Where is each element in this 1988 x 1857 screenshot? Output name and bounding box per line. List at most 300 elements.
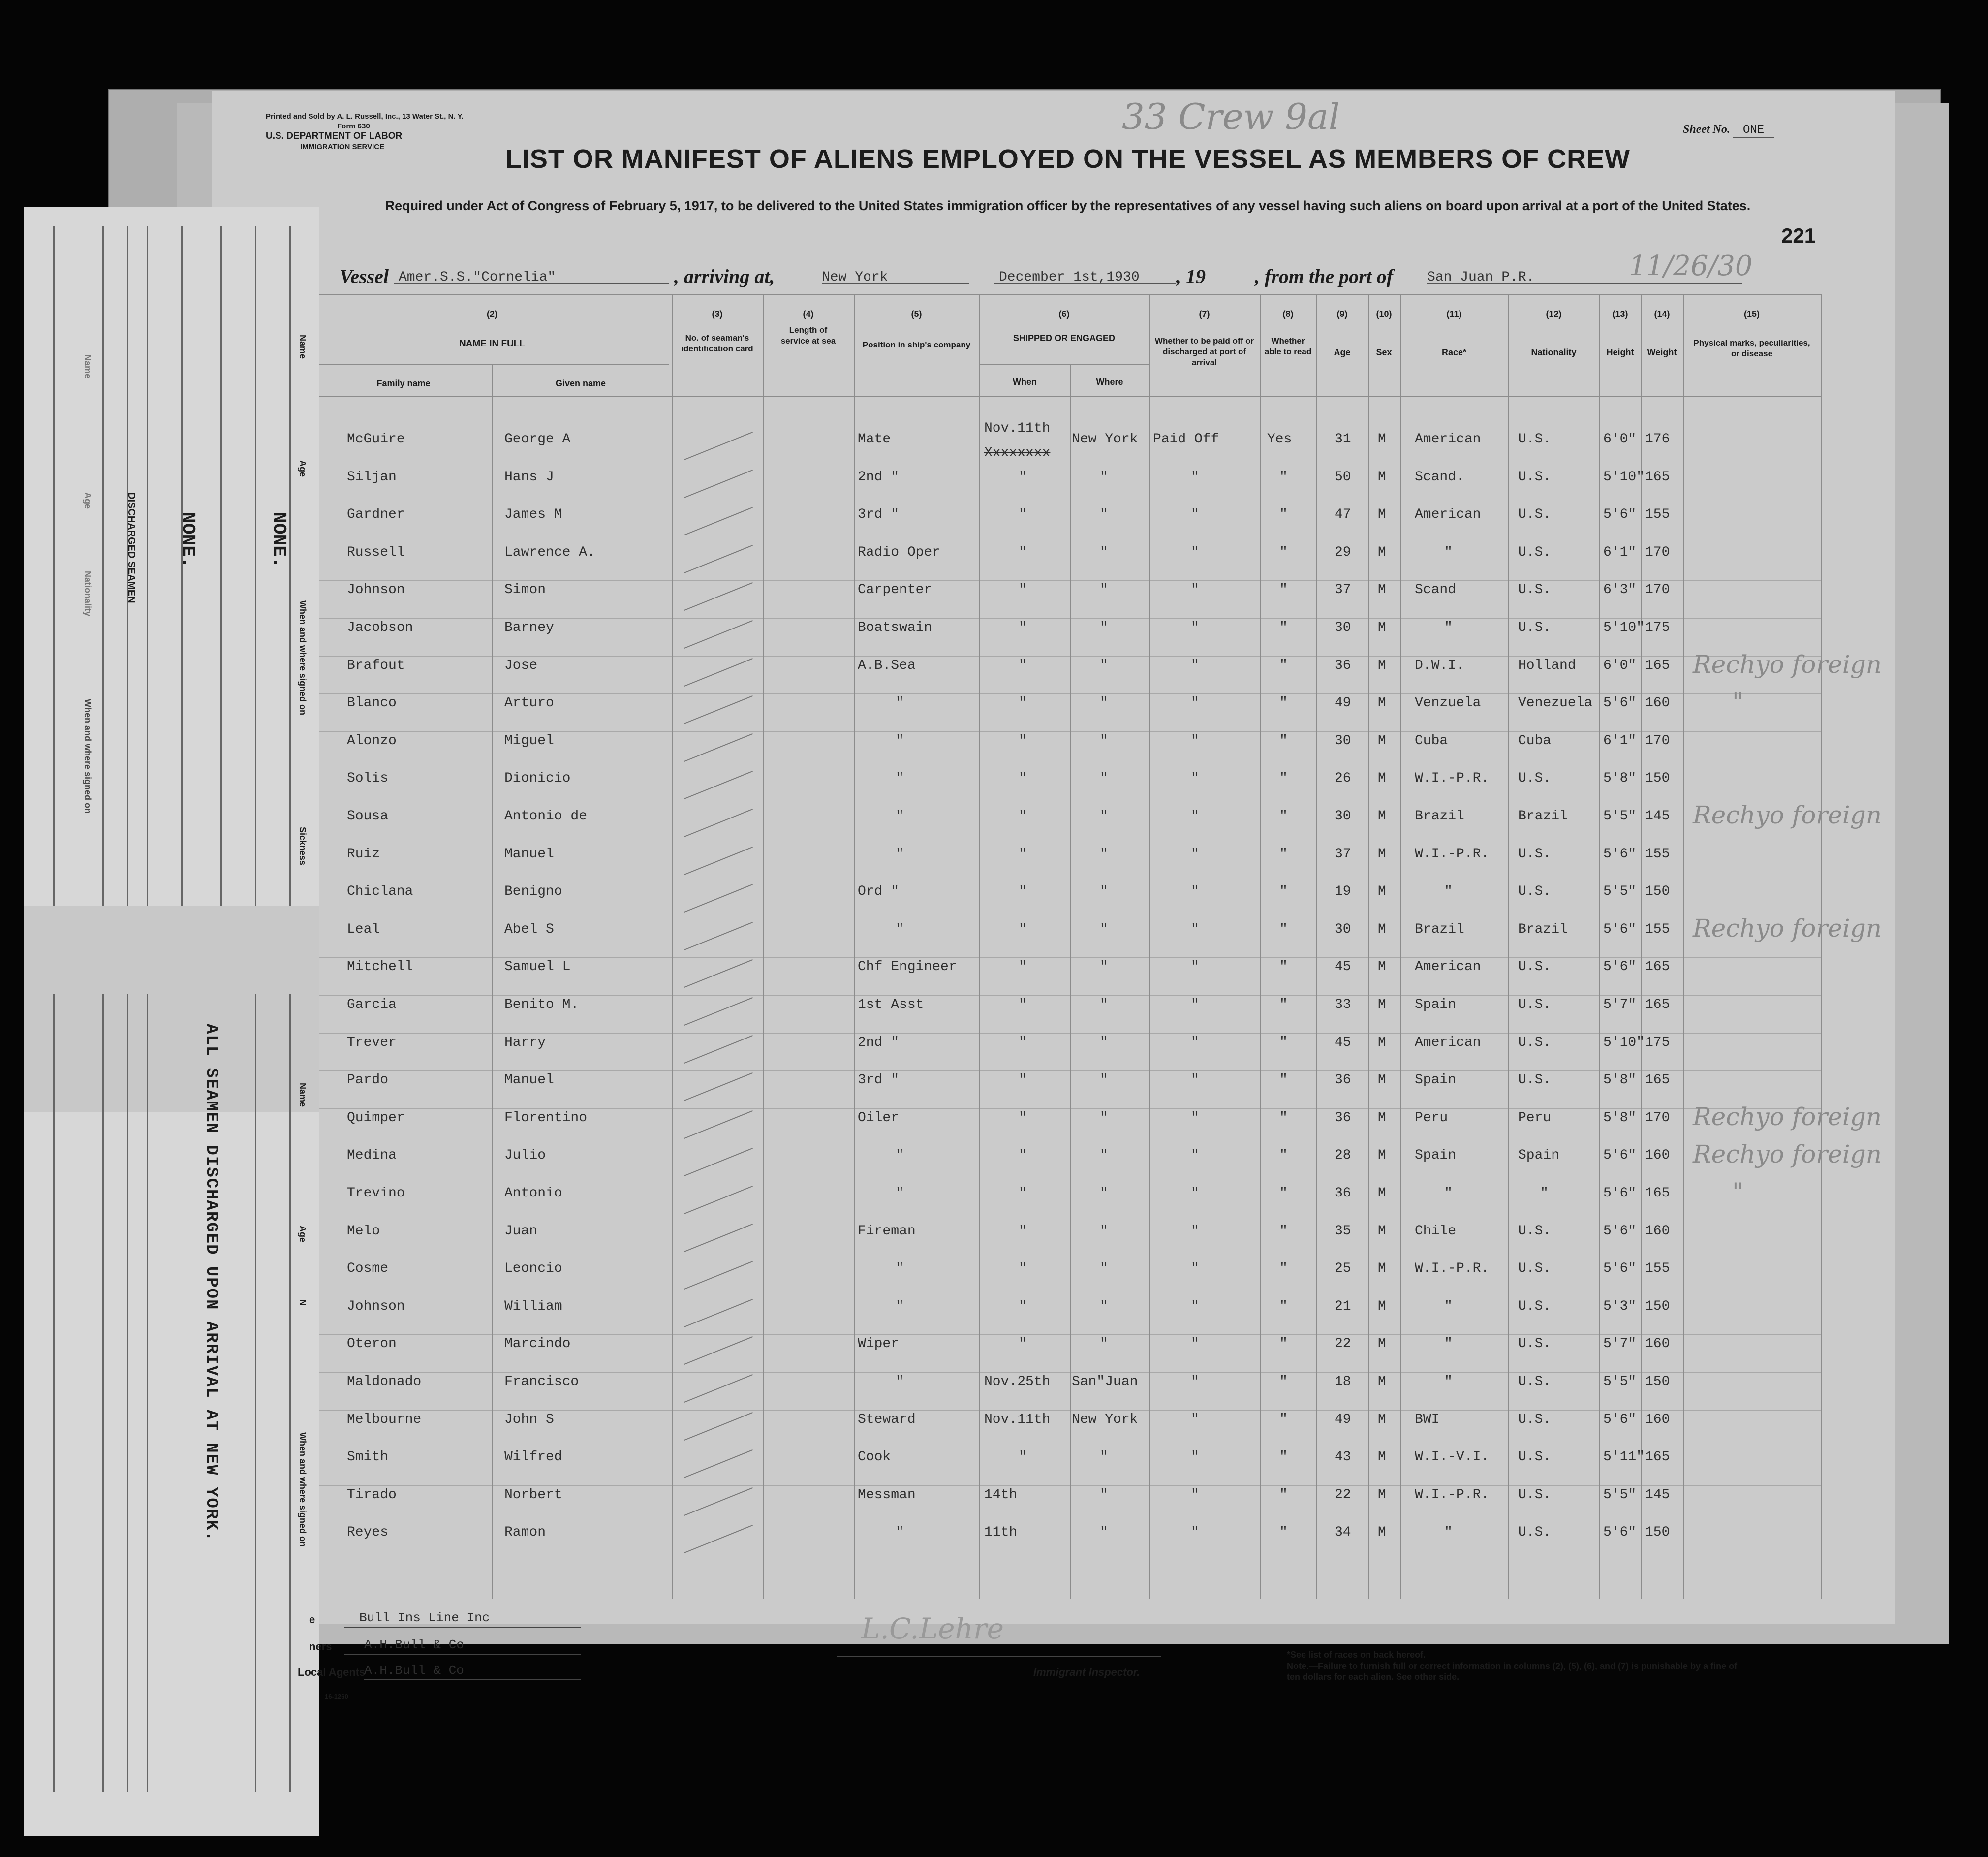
given-name: Hans J	[504, 469, 554, 485]
vessel-label: Vessel	[340, 265, 389, 287]
paid-off: "	[1191, 658, 1199, 673]
shipped-subheader-line	[979, 364, 1149, 365]
age: 26	[1335, 771, 1351, 787]
strip-right-label: When and where signed on	[298, 1432, 308, 1547]
name-subheader-line	[315, 364, 669, 365]
shipped-when: "	[1019, 959, 1027, 975]
footer-line1-rule	[344, 1627, 581, 1628]
col-border-end	[1821, 294, 1822, 1599]
strip-label-name: Name	[83, 354, 93, 379]
position: "	[896, 771, 904, 787]
strip-right-label: Age	[298, 460, 308, 477]
given-name: Ramon	[504, 1525, 546, 1541]
row-rule	[315, 1070, 1821, 1071]
inspector-label: Immigrant Inspector.	[1033, 1666, 1140, 1678]
weight: 150	[1645, 1525, 1670, 1541]
able-to-read: "	[1279, 771, 1288, 787]
height: 5'6"	[1603, 1148, 1637, 1164]
port-underline	[1427, 283, 1742, 284]
family-name: Johnson	[347, 1298, 405, 1314]
col-border-11	[1400, 294, 1401, 1599]
row-rule	[315, 580, 1821, 581]
family-name: Reyes	[347, 1525, 389, 1541]
given-name: Wilfred	[504, 1449, 562, 1465]
given-name: James M	[504, 507, 562, 523]
family-name: Quimper	[347, 1110, 405, 1126]
race: "	[1444, 1298, 1453, 1314]
paid-off: "	[1191, 1449, 1199, 1465]
paid-off: "	[1191, 771, 1199, 787]
height: 5'6"	[1603, 846, 1637, 862]
from-port: San Juan P.R.	[1427, 270, 1535, 285]
shipped-when: "	[1019, 1223, 1027, 1239]
position: Oiler	[858, 1110, 900, 1126]
able-to-read: "	[1279, 1336, 1288, 1352]
col-border-6	[979, 294, 980, 1599]
position: Boatswain	[858, 620, 932, 635]
nationality: U.S.	[1518, 1525, 1552, 1541]
race: Brazil	[1415, 921, 1464, 937]
weight: 170	[1645, 1110, 1670, 1126]
family-name: Ruiz	[347, 846, 380, 862]
age: 43	[1335, 1449, 1351, 1465]
race: American	[1415, 432, 1481, 447]
able-to-read: "	[1279, 997, 1288, 1012]
sex: M	[1378, 1449, 1386, 1465]
age: 35	[1335, 1223, 1351, 1239]
shipped-where: "	[1100, 620, 1108, 635]
position: Ord "	[858, 884, 900, 900]
sex: M	[1378, 695, 1386, 711]
physical-marks-remark: Rechyo foreign	[1693, 801, 1882, 829]
height: 6'3"	[1603, 582, 1637, 598]
position: "	[896, 695, 904, 711]
height: 5'3"	[1603, 1298, 1637, 1314]
nationality: Peru	[1518, 1110, 1552, 1126]
strip-right-label: Age	[298, 1226, 308, 1243]
col6-number: (6)	[1058, 309, 1070, 319]
shipped-where: "	[1100, 1035, 1108, 1050]
nationality: U.S.	[1518, 1298, 1552, 1314]
sex: M	[1378, 1487, 1386, 1503]
nationality: U.S.	[1518, 1072, 1552, 1088]
row-rule	[315, 1033, 1821, 1034]
height: 5'6"	[1603, 921, 1637, 937]
shipped-where: "	[1100, 921, 1108, 937]
sex: M	[1378, 544, 1386, 560]
age: 19	[1335, 884, 1351, 900]
strip-label-nationality: Nationality	[83, 571, 93, 617]
age: 22	[1335, 1487, 1351, 1503]
shipped-where: "	[1100, 733, 1108, 749]
family-name-header: Family name	[376, 378, 431, 388]
sex: M	[1378, 771, 1386, 787]
footer-form-code: 16-1260	[325, 1693, 348, 1700]
paid-off: Paid Off	[1153, 432, 1219, 447]
vessel-underline	[394, 283, 669, 284]
weight: 155	[1645, 507, 1670, 523]
nationality: U.S.	[1518, 846, 1552, 862]
height: 5'10"	[1603, 469, 1645, 485]
shipped-where: "	[1100, 1336, 1108, 1352]
col2-number: (2)	[487, 309, 497, 319]
height: 5'7"	[1603, 1336, 1637, 1352]
nationality: U.S.	[1518, 582, 1552, 598]
position: Fireman	[858, 1223, 916, 1239]
height: 5'10"	[1603, 620, 1645, 635]
family-name: Melbourne	[347, 1412, 422, 1427]
col-border-10	[1368, 294, 1369, 1599]
row-rule	[315, 957, 1821, 958]
weight: 175	[1645, 620, 1670, 635]
sex: M	[1378, 658, 1386, 673]
race: Scand.	[1415, 469, 1464, 485]
strip-rule	[147, 226, 148, 906]
height: 5'10"	[1603, 1035, 1645, 1050]
strip-rule	[102, 226, 104, 906]
inspector-signature: L.C.Lehre	[861, 1612, 1004, 1645]
given-name: Juan	[504, 1223, 538, 1239]
able-to-read: "	[1279, 1487, 1288, 1503]
age: 18	[1335, 1374, 1351, 1389]
physical-marks-remark: Rechyo foreign	[1693, 913, 1882, 943]
nationality: U.S.	[1518, 432, 1552, 447]
given-name: Norbert	[504, 1487, 562, 1503]
pencil-date: 11/26/30	[1629, 250, 1753, 282]
age: 36	[1335, 1110, 1351, 1126]
shipped-where: "	[1100, 1449, 1108, 1465]
able-to-read: "	[1279, 1449, 1288, 1465]
col5-number: (5)	[911, 309, 922, 319]
col3-header: No. of seaman's identification card	[681, 333, 753, 353]
row-rule	[315, 995, 1821, 996]
col-border-3	[672, 294, 673, 1599]
height: 5'8"	[1603, 1110, 1637, 1126]
weight: 165	[1645, 658, 1670, 673]
paid-off: "	[1191, 1110, 1199, 1126]
shipped-where: New York	[1072, 432, 1138, 447]
col2-header: NAME IN FULL	[459, 339, 526, 349]
strip-right-label: Name	[298, 1083, 308, 1107]
shipped-when: "	[1019, 1261, 1027, 1277]
height: 5'5"	[1603, 1487, 1637, 1503]
shipped-where: "	[1100, 1110, 1108, 1126]
vessel-name: Amer.S.S."Cornelia"	[399, 270, 556, 285]
age: 21	[1335, 1298, 1351, 1314]
nationality: U.S.	[1518, 1487, 1552, 1503]
shipped-when: "	[1019, 1035, 1027, 1050]
nationality: Venezuela	[1518, 695, 1593, 711]
paid-off: "	[1191, 1336, 1199, 1352]
footer-line2-label: ners	[309, 1640, 332, 1653]
given-name: Manuel	[504, 1072, 554, 1088]
position: Radio Oper	[858, 544, 941, 560]
department: U.S. DEPARTMENT OF LABOR	[266, 131, 403, 141]
col7-number: (7)	[1199, 309, 1210, 319]
col13-header: Height	[1606, 347, 1634, 357]
strip-rule	[102, 994, 104, 1792]
col14-header: Weight	[1647, 347, 1677, 357]
given-name: John S	[504, 1412, 554, 1427]
race: Spain	[1415, 1148, 1457, 1164]
race: W.I.-V.I.	[1415, 1449, 1490, 1465]
race: "	[1444, 1186, 1453, 1201]
sex: M	[1378, 1148, 1386, 1164]
manifest-sheet	[212, 91, 1895, 1624]
family-name: Mitchell	[347, 959, 413, 975]
age: 33	[1335, 997, 1351, 1012]
nationality: "	[1540, 1186, 1549, 1201]
physical-marks-remark: Rechyo foreign	[1693, 1140, 1882, 1169]
paid-off: "	[1191, 884, 1199, 900]
family-name: Melo	[347, 1223, 380, 1239]
weight: 165	[1645, 997, 1670, 1012]
position: Carpenter	[858, 582, 932, 598]
able-to-read: "	[1279, 1374, 1288, 1389]
nationality: Cuba	[1518, 733, 1552, 749]
family-name: Brafout	[347, 658, 405, 673]
age: 30	[1335, 733, 1351, 749]
weight: 145	[1645, 1487, 1670, 1503]
shipped-when: "	[1019, 771, 1027, 787]
shipped-when: "	[1019, 846, 1027, 862]
nationality: U.S.	[1518, 544, 1552, 560]
age: 30	[1335, 809, 1351, 824]
sex: M	[1378, 1261, 1386, 1277]
shipped-when: "	[1019, 1336, 1027, 1352]
race: "	[1444, 620, 1453, 635]
height: 5'6"	[1603, 959, 1637, 975]
family-name: Jacobson	[347, 620, 413, 635]
height: 5'6"	[1603, 1525, 1637, 1541]
row-rule	[315, 1410, 1821, 1411]
family-name: Garcia	[347, 997, 397, 1012]
position: Wiper	[858, 1336, 900, 1352]
physical-marks-remark: "	[1732, 1178, 1743, 1206]
family-name: Chiclana	[347, 884, 413, 900]
shipped-where: "	[1100, 1525, 1108, 1541]
col5-header: Position in ship's company	[862, 340, 971, 349]
col-border-7	[1149, 294, 1150, 1599]
able-to-read: "	[1279, 507, 1288, 523]
position: Cook	[858, 1449, 891, 1465]
sex: M	[1378, 809, 1386, 824]
position: "	[896, 846, 904, 862]
given-name: Harry	[504, 1035, 546, 1050]
able-to-read: "	[1279, 733, 1288, 749]
race: "	[1444, 544, 1453, 560]
arriving-underline	[822, 283, 969, 284]
nationality: U.S.	[1518, 620, 1552, 635]
given-name: Arturo	[504, 695, 554, 711]
col11-header: Race*	[1441, 347, 1467, 357]
shipped-where: "	[1100, 1148, 1108, 1164]
row-rule	[315, 1108, 1821, 1109]
sex: M	[1378, 582, 1386, 598]
strip-label-signed-on: When and where signed on	[83, 699, 93, 814]
position: "	[896, 1525, 904, 1541]
race: BWI	[1415, 1412, 1440, 1427]
shipped-when: "	[1019, 1072, 1027, 1088]
sex: M	[1378, 921, 1386, 937]
race: American	[1415, 507, 1481, 523]
age: 34	[1335, 1525, 1351, 1541]
race: Spain	[1415, 1072, 1457, 1088]
table-top-border	[315, 294, 1821, 295]
shipped-when: "	[1019, 997, 1027, 1012]
nationality: U.S.	[1518, 507, 1552, 523]
paid-off: "	[1191, 1412, 1199, 1427]
height: 5'6"	[1603, 1261, 1637, 1277]
family-name: Solis	[347, 771, 389, 787]
shipped-where: "	[1100, 544, 1108, 560]
height: 6'1"	[1603, 544, 1637, 560]
struck-date: Xxxxxxxx	[984, 445, 1051, 461]
race: "	[1444, 1525, 1453, 1541]
age: 36	[1335, 1186, 1351, 1201]
paid-off: "	[1191, 1148, 1199, 1164]
sex: M	[1378, 1186, 1386, 1201]
able-to-read: "	[1279, 1110, 1288, 1126]
weight: 170	[1645, 582, 1670, 598]
family-name: Trever	[347, 1035, 397, 1050]
paid-off: "	[1191, 1261, 1199, 1277]
able-to-read: "	[1279, 1412, 1288, 1427]
pencil-crew-note: 33 Crew 9al	[1122, 96, 1340, 137]
paid-off: "	[1191, 620, 1199, 635]
sex: M	[1378, 469, 1386, 485]
weight: 160	[1645, 1412, 1670, 1427]
nationality: U.S.	[1518, 1223, 1552, 1239]
nationality: U.S.	[1518, 1449, 1552, 1465]
age: 22	[1335, 1336, 1351, 1352]
shipped-when: "	[1019, 884, 1027, 900]
race: W.I.-P.R.	[1415, 1487, 1490, 1503]
nationality: U.S.	[1518, 1261, 1552, 1277]
height: 5'5"	[1603, 884, 1637, 900]
family-name: Tirado	[347, 1487, 397, 1503]
weight: 170	[1645, 544, 1670, 560]
col10-header: Sex	[1376, 347, 1392, 357]
inspector-signature-line	[837, 1656, 1161, 1657]
paid-off: "	[1191, 1035, 1199, 1050]
nationality: U.S.	[1518, 884, 1552, 900]
col-border-6b	[1070, 364, 1071, 1599]
nationality: U.S.	[1518, 771, 1552, 787]
penalty-note: Note.—Failure to furnish full or correct information in columns (2), (5), (6), and (7) is punishable by a fine of ten dollars for each alien. See other side.	[1287, 1661, 1738, 1682]
family-name: Johnson	[347, 582, 405, 598]
height: 5'6"	[1603, 507, 1637, 523]
shipped-when: "	[1019, 1449, 1027, 1465]
given-name: Antonio	[504, 1186, 562, 1201]
paid-off: "	[1191, 1525, 1199, 1541]
height: 5'7"	[1603, 997, 1637, 1012]
race: Venzuela	[1415, 695, 1481, 711]
footer-line3-label: Local Agents	[298, 1666, 366, 1678]
shipped-where: "	[1100, 658, 1108, 673]
sex: M	[1378, 846, 1386, 862]
col-border-14	[1641, 294, 1642, 1599]
shipped-where: "	[1100, 771, 1108, 787]
strip-rule	[289, 994, 291, 1792]
col-border-4	[763, 294, 764, 1599]
shipped-where: "	[1100, 1261, 1108, 1277]
strip-rule	[53, 994, 55, 1792]
given-name: Miguel	[504, 733, 554, 749]
age: 30	[1335, 921, 1351, 937]
age: 37	[1335, 582, 1351, 598]
row-rule	[315, 1334, 1821, 1335]
shipped-when: "	[1019, 1186, 1027, 1201]
nationality: U.S.	[1518, 1035, 1552, 1050]
col7-header: Whether to be paid off or discharged at port of arrival	[1154, 336, 1254, 367]
family-name: Russell	[347, 544, 405, 560]
table-header-border	[315, 396, 1821, 397]
weight: 165	[1645, 1186, 1670, 1201]
col-border-9	[1316, 294, 1317, 1599]
position: Steward	[858, 1412, 916, 1427]
col15-header: Physical marks, peculiarities, or disease	[1693, 338, 1810, 358]
able-to-read: "	[1279, 620, 1288, 635]
weight: 165	[1645, 469, 1670, 485]
strip-none-1: NONE.	[177, 512, 198, 568]
col-border-12	[1508, 294, 1509, 1599]
paid-off: "	[1191, 959, 1199, 975]
sheet-number-value: ONE	[1733, 124, 1774, 138]
age: 49	[1335, 695, 1351, 711]
able-to-read: "	[1279, 1298, 1288, 1314]
nationality: U.S.	[1518, 959, 1552, 975]
race: Peru	[1415, 1110, 1448, 1126]
col4-header: Length of service at sea	[780, 325, 836, 346]
weight: 176	[1645, 432, 1670, 447]
paid-off: "	[1191, 1072, 1199, 1088]
weight: 175	[1645, 1035, 1670, 1050]
race: Cuba	[1415, 733, 1448, 749]
physical-marks-remark: "	[1732, 688, 1743, 717]
shipped-where: "	[1100, 1223, 1108, 1239]
nationality: U.S.	[1518, 1374, 1552, 1389]
family-name: Alonzo	[347, 733, 397, 749]
able-to-read: "	[1279, 1525, 1288, 1541]
race: Scand	[1415, 582, 1457, 598]
physical-marks-remark: Rechyo foreign	[1693, 1102, 1882, 1131]
col3-number: (3)	[712, 309, 723, 319]
family-name: Medina	[347, 1148, 397, 1164]
able-to-read: "	[1279, 1148, 1288, 1164]
family-name: Oteron	[347, 1336, 397, 1352]
shipped-when: "	[1019, 620, 1027, 635]
paid-off: "	[1191, 1223, 1199, 1239]
race: "	[1444, 884, 1453, 900]
strip-discharge-stamp: ALL SEAMEN DISCHARGED UPON ARRIVAL AT NEW YORK.	[202, 1024, 220, 1542]
given-name: Samuel L	[504, 959, 571, 975]
height: 5'6"	[1603, 695, 1637, 711]
given-name: Julio	[504, 1148, 546, 1164]
family-name: Leal	[347, 921, 380, 937]
strip-rule	[127, 994, 128, 1792]
arriving-label: , arriving at,	[674, 265, 775, 287]
given-name: Dionicio	[504, 771, 571, 787]
family-name: Sousa	[347, 809, 389, 824]
given-name: George A	[504, 432, 571, 447]
age: 45	[1335, 1035, 1351, 1050]
sex: M	[1378, 1072, 1386, 1088]
age: 29	[1335, 544, 1351, 560]
age: 28	[1335, 1148, 1351, 1164]
height: 5'5"	[1603, 1374, 1637, 1389]
shipped-when: "	[1019, 809, 1027, 824]
